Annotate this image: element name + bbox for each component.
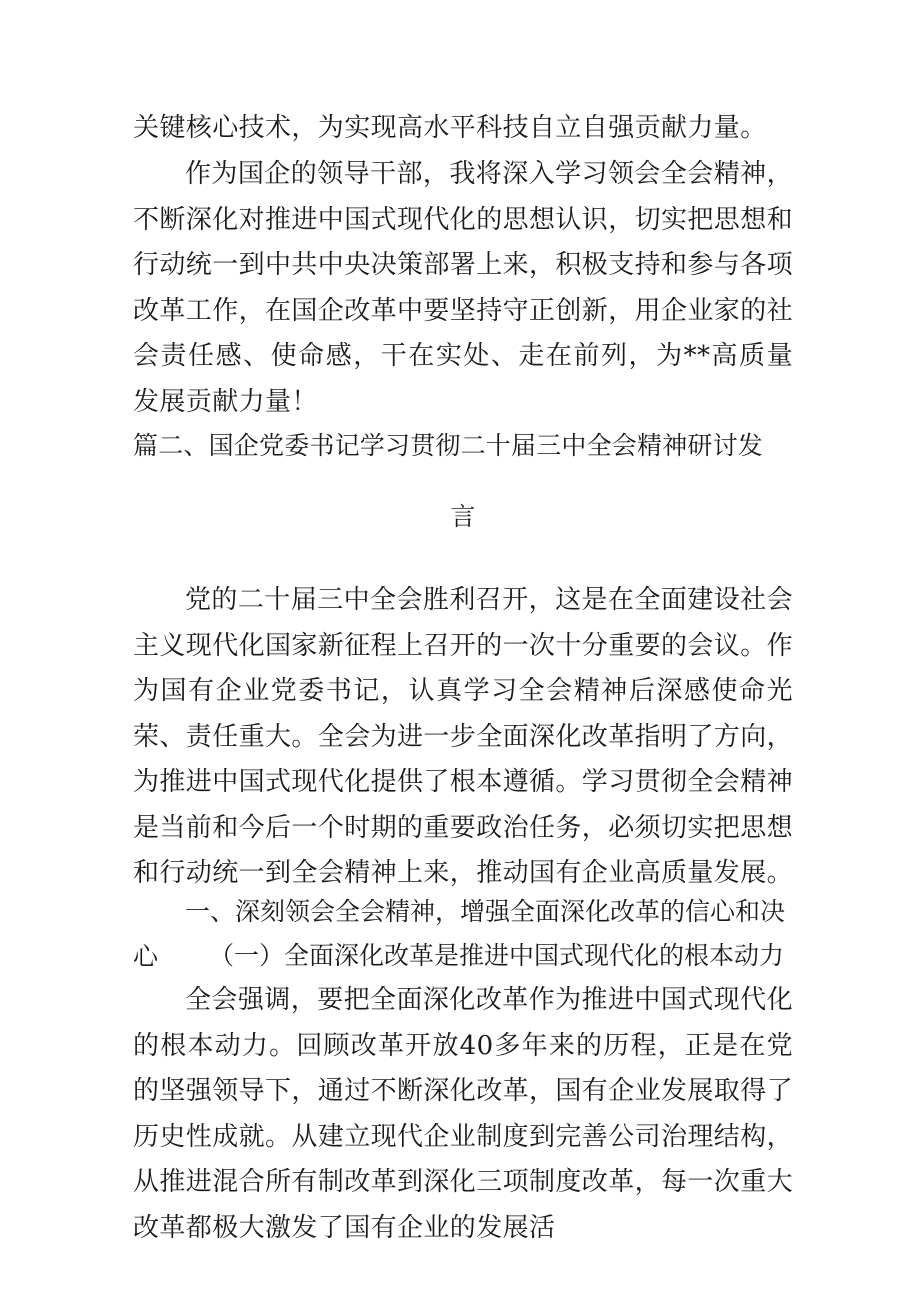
- subheading-part-one-one: （一）全面深化改革是推进中国式现代化的根本动力: [209, 941, 785, 970]
- paragraph-reform-driving-force: 全会强调，要把全面深化改革作为推进中国式现代化的根本动力。回顾改革开放40多年来的历程，正是在党的坚强领导下，通过不断深化改革，国有企业发展取得了历史性成就。从建立现代企业制度到完善公司治理结构，从推进混合所有制改革到深化三项制度改革，每一次重大改革都极大激发了国有企业的发展活: [133, 985, 794, 1243]
- paragraph-plenum-intro: 党的二十届三中全会胜利召开，这是在全面建设社会主义现代化国家新征程上召开的一次十分重要的会议。作为国有企业党委书记，认真学习全会精神后深感使命光荣、责任重大。全会为进一步全面深化改革指明了方向，为推进中国式现代化提供了根本遵循。学习贯彻全会精神是当前和今后一个时期的重要政治任务，必须切实把思想和行动统一到全会精神上来，推动国有企业高质量发展。: [133, 585, 794, 888]
- section-title-line1: 篇二、国企党委书记学习贯彻二十届三中全会精神研讨发: [133, 431, 764, 460]
- section-title-line2: 言: [450, 502, 476, 531]
- paragraph-leader-commitment: 作为国企的领导干部，我将深入学习领会全会精神，不断深化对推进中国式现代化的思想认识，切实把思想和行动统一到中共中央决策部署上来，积极支持和参与各项改革工作，在国企改革中要坚持守正创新，用企业家的社会责任感、使命感，干在实处、走在前列，为**高质量发展贡献力量！: [133, 159, 794, 417]
- section-title: [133, 428, 793, 534]
- heading-part-one: 一、深刻领会全会精神，增强全面深化改革的信心和决心: [133, 897, 786, 971]
- carryover-paragraph: 关键核心技术，为实现高水平科技自立自强贡献力量。: [133, 113, 767, 143]
